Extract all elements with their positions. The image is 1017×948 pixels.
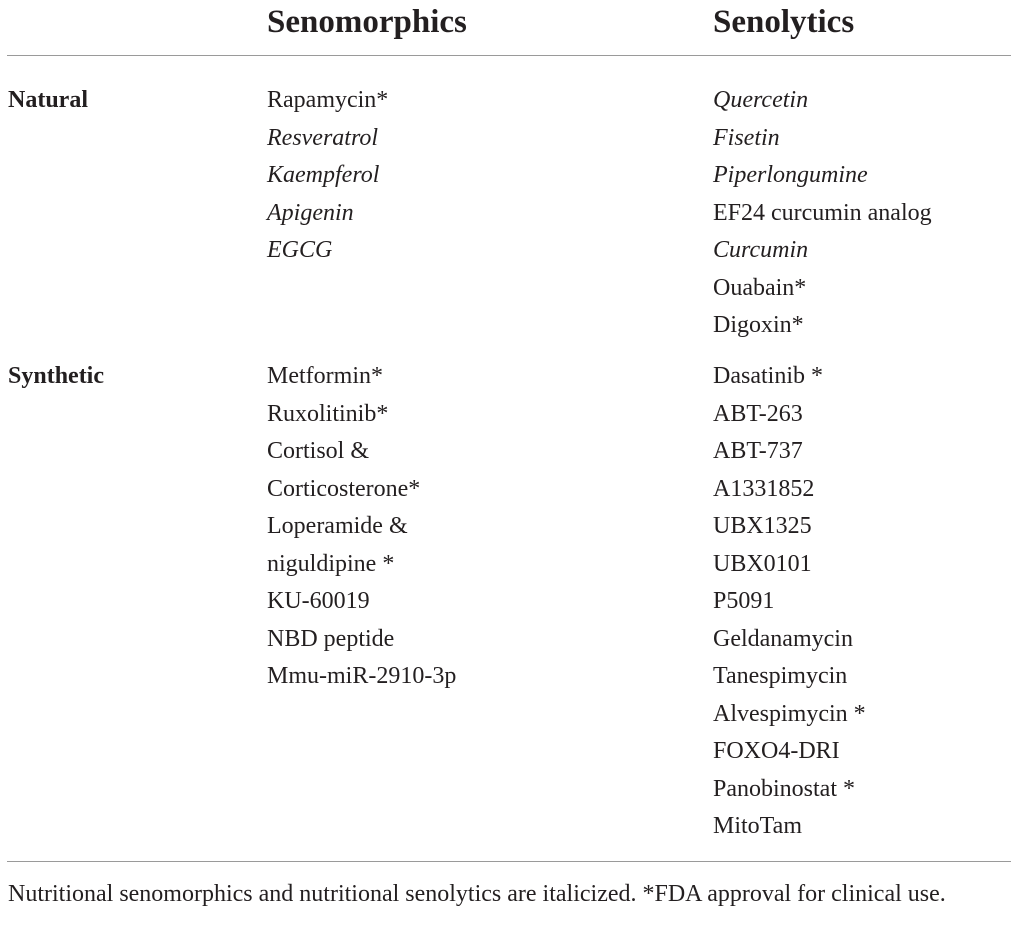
table-cell-entry: FOXO4-DRI [713, 738, 840, 764]
table-cell-entry: A1331852 [713, 475, 815, 502]
synthetic-senomorphics-cell [267, 358, 456, 696]
natural-senomorphics-cell [267, 82, 388, 270]
natural-senolytics-cell [713, 82, 932, 345]
table-cell-entry: Ruxolitinib* [267, 400, 389, 427]
table-cell-entry: Metformin* [267, 363, 383, 389]
header-divider [7, 55, 1011, 56]
table-cell-entry: P5091 [713, 588, 775, 614]
table-cell-entry: ABT-263 [713, 400, 803, 427]
table-cell-entry: MitoTam [713, 813, 802, 839]
table-cell-entry: Dasatinib * [713, 363, 823, 389]
table-cell-entry: EGCG [267, 237, 333, 263]
table-cell-entry: EF24 curcumin analog [713, 199, 932, 226]
table-cell-entry: Piperlongumine [713, 162, 868, 188]
row-label-natural: Natural [8, 87, 88, 113]
column-header-senolytics: Senolytics [713, 4, 855, 40]
synthetic-senolytics-cell [713, 358, 866, 846]
table-bottom-rule [7, 861, 1011, 862]
column-header-senomorphics: Senomorphics [267, 4, 467, 40]
table-cell-entry: Quercetin [713, 87, 809, 113]
table-cell-entry: UBX1325 [713, 513, 812, 539]
table-cell-entry: Mmu-miR-2910-3p [267, 663, 457, 689]
table-cell-entry: Rapamycin* [267, 87, 389, 113]
table-cell-entry: KU-60019 [267, 588, 370, 614]
table-cell-entry: Fisetin [713, 124, 780, 151]
table-cell-entry: Kaempferol [267, 162, 380, 188]
table-cell-entry: UBX0101 [713, 550, 812, 577]
table-cell-entry: Curcumin [713, 237, 809, 263]
table-cell-entry: Panobinostat * [713, 775, 855, 802]
table-cell-entry: Geldanamycin [713, 625, 853, 652]
table-cell-entry: Ouabain* [713, 274, 807, 301]
table-cell-entry: Apigenin [267, 199, 354, 226]
table-cell-entry: ABT-737 [713, 438, 803, 464]
table-cell-entry: NBD peptide [267, 625, 395, 652]
table-cell-entry: niguldipine * [267, 550, 395, 577]
table-cell-entry: Tanespimycin [713, 663, 848, 689]
table-cell-entry: Resveratrol [267, 124, 379, 151]
table-cell-entry: Cortisol & [267, 438, 370, 464]
table-cell-entry: Corticosterone* [267, 475, 421, 502]
row-label-synthetic: Synthetic [8, 363, 104, 389]
table-footnote: Nutritional senomorphics and nutritional senolytics are italicized. *FDA approval for clinical use. [8, 881, 946, 907]
table-cell-entry: Digoxin* [713, 312, 804, 338]
table-cell-entry: Loperamide & [267, 513, 408, 539]
table-cell-entry: Alvespimycin * [713, 700, 866, 727]
